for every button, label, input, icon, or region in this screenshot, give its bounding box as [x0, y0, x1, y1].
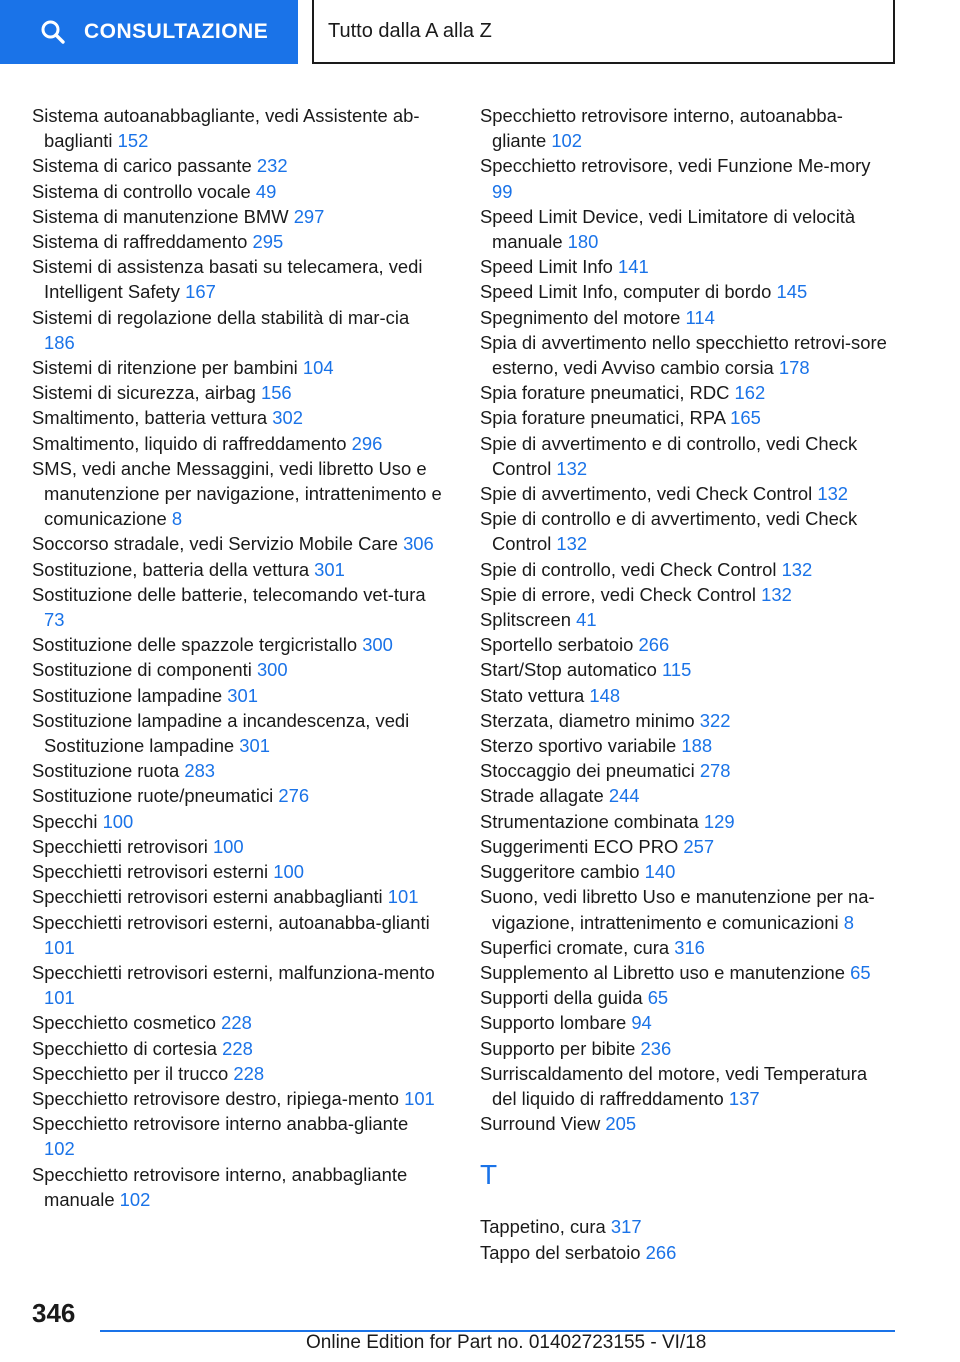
- entry-term: Specchietti retrovisori esterni anabbaglianti: [32, 886, 383, 908]
- page-number: 346: [32, 1298, 76, 1328]
- index-entry: [480, 758, 892, 783]
- index-entry: [32, 683, 444, 708]
- index-entry: [480, 607, 892, 632]
- entry-term: Smaltimento, liquido di raffreddamento: [32, 432, 347, 454]
- index-list-t: [480, 1214, 892, 1264]
- page-link[interactable]: 296: [351, 432, 383, 454]
- entry-term: Sistema di raffreddamento: [32, 231, 248, 253]
- entry-term: Sportello serbatoio: [480, 634, 634, 656]
- entry-term: Start/Stop automatico: [480, 659, 657, 681]
- index-entry: [480, 1010, 892, 1035]
- page-link[interactable]: 205: [605, 1113, 637, 1135]
- entry-term: Specchietti retrovisori esterni, malfunziona‐mento: [32, 961, 435, 983]
- entry-term: Spia forature pneumatici, RPA: [480, 407, 725, 429]
- page-link[interactable]: 322: [699, 709, 731, 731]
- page-link[interactable]: 228: [221, 1012, 252, 1034]
- page-link[interactable]: 141: [618, 256, 649, 278]
- index-entry: [32, 531, 444, 556]
- entry-term: Surriscaldamento del motore, vedi Temperatura del liquido di raffreddamento: [480, 1062, 868, 1109]
- entry-term: Suono, vedi libretto Uso e manutenzione per na‐vigazione, intrattenimento e comunicazioni: [480, 886, 875, 933]
- index-entry: [32, 582, 444, 632]
- index-column-left: [32, 103, 444, 1212]
- page-link[interactable]: 186: [44, 331, 75, 353]
- index-entry: [480, 859, 892, 884]
- entry-term: Sostituzione delle spazzole tergicristallo: [32, 634, 358, 656]
- index-entry: [32, 1086, 444, 1111]
- index-entry: [480, 733, 892, 758]
- entry-term: Sistema di controllo vocale: [32, 180, 251, 202]
- page-link[interactable]: 295: [252, 231, 284, 253]
- index-entry: [32, 229, 444, 254]
- entry-term: Soccorso stradale, vedi Servizio Mobile Care: [32, 533, 398, 555]
- index-entry: [480, 279, 892, 304]
- index-entry: [480, 405, 892, 430]
- index-entry: [32, 405, 444, 430]
- entry-term: Spie di avvertimento, vedi Check Control: [480, 483, 813, 505]
- page-link[interactable]: 101: [44, 936, 75, 958]
- page-link[interactable]: 145: [776, 281, 808, 303]
- entry-term: Specchietto cosmetico: [32, 1012, 216, 1034]
- index-entry: [32, 859, 444, 884]
- page-link[interactable]: 228: [222, 1037, 253, 1059]
- footer-edition: Online Edition for Part no. 01402723155 - VI/18: [306, 1332, 707, 1353]
- index-entry: [32, 254, 444, 304]
- index-entry: [480, 153, 892, 203]
- page-link[interactable]: 257: [683, 835, 715, 857]
- index-entry: [480, 582, 892, 607]
- index-entry: [32, 380, 444, 405]
- index-entry: [32, 305, 444, 355]
- page-link[interactable]: 300: [256, 659, 288, 681]
- entry-term: Specchietti retrovisori: [32, 835, 208, 857]
- index-entry: [480, 683, 892, 708]
- page-link[interactable]: 316: [674, 936, 705, 958]
- index-list-s: [480, 103, 892, 1136]
- page-link[interactable]: 99: [492, 180, 513, 202]
- index-entry: [32, 431, 444, 456]
- index-entry: [32, 204, 444, 229]
- index-entry: [32, 910, 444, 960]
- entry-term: Sostituzione lampadine a incandescenza, vedi Sostituzione lampadine: [32, 709, 410, 757]
- section-header: [312, 0, 895, 64]
- entry-term: Spie di errore, vedi Check Control: [480, 583, 756, 605]
- entry-term: Sterzata, diametro minimo: [480, 709, 695, 731]
- index-entry: [32, 960, 444, 1010]
- page-link[interactable]: 132: [781, 558, 813, 580]
- entry-term: Spie di controllo e di avvertimento, vedi Check Control: [480, 508, 858, 555]
- page-link[interactable]: 102: [119, 1188, 151, 1210]
- entry-term: Specchietti retrovisori esterni: [32, 861, 269, 883]
- index-entry: [32, 153, 444, 178]
- entry-term: Specchietto di cortesia: [32, 1037, 218, 1059]
- tab-consultazione[interactable]: [0, 0, 298, 64]
- page-link[interactable]: 129: [703, 810, 735, 832]
- search-icon: [40, 19, 66, 45]
- page-link[interactable]: 104: [302, 357, 334, 379]
- entry-term: Specchietti retrovisori esterni, autoanabba‐glianti: [32, 911, 430, 933]
- index-entry: [32, 1010, 444, 1035]
- page-link[interactable]: 301: [239, 735, 270, 757]
- page-link[interactable]: 102: [551, 130, 583, 152]
- index-entry: [480, 431, 892, 481]
- page-link[interactable]: 65: [850, 961, 871, 983]
- page-link[interactable]: 167: [185, 281, 216, 303]
- index-entry: [32, 179, 444, 204]
- page-link[interactable]: 100: [102, 810, 134, 832]
- entry-term: Specchietto retrovisore, vedi Funzione Me‐mory: [480, 155, 871, 177]
- page-link[interactable]: 73: [44, 609, 65, 631]
- index-entry: [32, 834, 444, 859]
- index-entry: [480, 481, 892, 506]
- entry-term: Speed Limit Device, vedi Limitatore di velocità manuale: [480, 205, 856, 253]
- index-entry: [480, 783, 892, 808]
- page-link[interactable]: 101: [44, 987, 75, 1009]
- section-letter: T: [480, 1159, 498, 1191]
- entry-term: Speed Limit Info: [480, 256, 613, 278]
- entry-term: Sistemi di regolazione della stabilità di mar‐cia: [32, 306, 410, 328]
- page-link[interactable]: 297: [293, 205, 325, 227]
- entry-term: Tappo del serbatoio: [480, 1241, 641, 1263]
- index-entry: [480, 204, 892, 254]
- page-link[interactable]: 156: [260, 382, 292, 404]
- index-entry: [480, 960, 892, 985]
- page-link[interactable]: 49: [255, 180, 277, 202]
- index-entry: [480, 809, 892, 834]
- entry-term: Speed Limit Info, computer di bordo: [480, 281, 772, 303]
- page-link[interactable]: 266: [645, 1241, 677, 1263]
- entry-term: Superfici cromate, cura: [480, 936, 670, 958]
- page-link[interactable]: 301: [314, 558, 345, 580]
- entry-term: Spia di avvertimento nello specchietto retrovi‐sore esterno, vedi Avviso cambio corsia: [480, 331, 887, 379]
- index-entry: [480, 708, 892, 733]
- page-link[interactable]: 165: [730, 407, 761, 429]
- page-link[interactable]: 132: [556, 533, 588, 555]
- index-entry: [32, 809, 444, 834]
- entry-term: Supplemento al Libretto uso e manutenzione: [480, 961, 845, 983]
- entry-term: Supporto per bibite: [480, 1037, 636, 1059]
- entry-term: Sterzo sportivo variabile: [480, 735, 677, 757]
- entry-term: Specchietto retrovisore destro, ripiega‐mento: [32, 1087, 399, 1109]
- page-link[interactable]: 236: [640, 1037, 672, 1059]
- entry-term: SMS, vedi anche Messaggini, vedi libretto Uso e manutenzione per navigazione, intrattenimento e comunicazione: [32, 457, 442, 530]
- entry-term: Supporti della guida: [480, 987, 643, 1009]
- page-link[interactable]: 101: [387, 886, 419, 908]
- index-entry: [32, 657, 444, 682]
- entry-term: Sistema autoanabbagliante, vedi Assistente ab‐baglianti: [32, 105, 420, 152]
- entry-term: Sostituzione delle batterie, telecomando vet‐tura: [32, 583, 426, 605]
- page-link[interactable]: 101: [404, 1087, 435, 1109]
- entry-term: Sistemi di ritenzione per bambini: [32, 357, 298, 379]
- index-column-right: [480, 103, 892, 1265]
- page-link[interactable]: 100: [273, 861, 304, 883]
- index-entry: [32, 632, 444, 657]
- index-entry: [32, 1036, 444, 1061]
- entry-term: Suggerimenti ECO PRO: [480, 835, 679, 857]
- page-link[interactable]: 65: [647, 987, 669, 1009]
- entry-term: Specchietto retrovisore interno, anabbagliante manuale: [32, 1163, 408, 1210]
- index-entry: [480, 985, 892, 1010]
- entry-term: Sostituzione di componenti: [32, 659, 252, 681]
- index-entry: [32, 557, 444, 582]
- page-link[interactable]: 162: [734, 382, 766, 404]
- entry-term: Splitscreen: [480, 609, 571, 631]
- page-link[interactable]: 132: [817, 483, 849, 505]
- page-link[interactable]: 266: [638, 634, 670, 656]
- index-entry: [480, 103, 892, 153]
- page-link[interactable]: 244: [608, 785, 640, 807]
- index-entry: [480, 1036, 892, 1061]
- index-entry: [480, 254, 892, 279]
- entry-term: Surround View: [480, 1113, 601, 1135]
- entry-term: Sistema di carico passante: [32, 155, 252, 177]
- entry-term: Sostituzione, batteria della vettura: [32, 558, 310, 580]
- page-link[interactable]: 137: [728, 1087, 760, 1109]
- entry-term: Specchietto retrovisore interno anabba‐gliante: [32, 1113, 409, 1135]
- page-link[interactable]: 132: [556, 457, 588, 479]
- page-link[interactable]: 180: [567, 231, 599, 253]
- index-entry: [480, 506, 892, 556]
- page-link[interactable]: 102: [44, 1138, 75, 1160]
- entry-term: Sistema di manutenzione BMW: [32, 205, 289, 227]
- entry-term: Sostituzione ruote/pneumatici: [32, 785, 274, 807]
- entry-term: Spegnimento del motore: [480, 306, 681, 328]
- index-entry: [480, 305, 892, 330]
- index-entry: [32, 783, 444, 808]
- page-link[interactable]: 276: [278, 785, 310, 807]
- page-link[interactable]: 115: [661, 659, 692, 681]
- entry-term: Smaltimento, batteria vettura: [32, 407, 268, 429]
- index-entry: [480, 884, 892, 934]
- page-title: Tutto dalla A alla Z: [328, 19, 492, 42]
- page-link[interactable]: 41: [576, 609, 597, 631]
- page-link[interactable]: 317: [610, 1216, 642, 1238]
- index-entry: [480, 1240, 892, 1265]
- index-entry: [480, 632, 892, 657]
- index-entry: [32, 708, 444, 758]
- index-entry: [480, 380, 892, 405]
- page-link[interactable]: 140: [644, 861, 676, 883]
- index-entry: [32, 758, 444, 783]
- entry-term: Spie di controllo, vedi Check Control: [480, 558, 777, 580]
- page-link[interactable]: 188: [681, 735, 713, 757]
- entry-term: Spie di avvertimento e di controllo, vedi Check Control: [480, 432, 858, 479]
- page-link[interactable]: 283: [184, 760, 216, 782]
- entry-term: Strumentazione combinata: [480, 810, 699, 832]
- tab-label: CONSULTAZIONE: [84, 20, 269, 43]
- page-link[interactable]: 178: [778, 357, 810, 379]
- index-entry: [480, 1111, 892, 1136]
- index-entry: [32, 355, 444, 380]
- page-link[interactable]: 148: [589, 684, 621, 706]
- page-link[interactable]: 228: [233, 1062, 265, 1084]
- entry-term: Supporto lombare: [480, 1012, 627, 1034]
- page-link[interactable]: 301: [227, 684, 258, 706]
- index-entry: [480, 657, 892, 682]
- entry-term: Tappetino, cura: [480, 1216, 606, 1238]
- index-entry: [480, 330, 892, 380]
- page-link[interactable]: 232: [256, 155, 288, 177]
- entry-term: Stoccaggio dei pneumatici: [480, 760, 695, 782]
- entry-term: Specchi: [32, 810, 98, 832]
- index-entry: [32, 456, 444, 532]
- page-link[interactable]: 8: [171, 508, 183, 530]
- page-link[interactable]: 8: [843, 911, 854, 933]
- entry-term: Sostituzione lampadine: [32, 684, 223, 706]
- page-link[interactable]: 152: [117, 130, 149, 152]
- index-entry: [32, 884, 444, 909]
- entry-term: Spia forature pneumatici, RDC: [480, 382, 730, 404]
- entry-term: Specchietto per il trucco: [32, 1062, 229, 1084]
- page-link[interactable]: 300: [362, 634, 393, 656]
- entry-term: Specchietto retrovisore interno, autoanabba‐gliante: [480, 105, 843, 152]
- index-entry: [480, 557, 892, 582]
- entry-term: Stato vettura: [480, 684, 585, 706]
- index-entry: [480, 1061, 892, 1111]
- entry-term: Sistemi di assistenza basati su telecamera, vedi Intelligent Safety: [32, 256, 423, 303]
- page-link[interactable]: 100: [212, 835, 244, 857]
- index-entry: [32, 103, 444, 153]
- page-link[interactable]: 278: [699, 760, 731, 782]
- index-entry: [480, 1214, 892, 1239]
- index-entry: [480, 834, 892, 859]
- page-link[interactable]: 132: [761, 583, 792, 605]
- index-entry: [480, 935, 892, 960]
- entry-term: Strade allagate: [480, 785, 604, 807]
- entry-term: Suggeritore cambio: [480, 861, 640, 883]
- entry-term: Sistemi di sicurezza, airbag: [32, 382, 256, 404]
- page-link[interactable]: 306: [403, 533, 434, 555]
- page-link[interactable]: 302: [272, 407, 303, 429]
- page-link[interactable]: 114: [685, 306, 715, 328]
- page-link[interactable]: 94: [631, 1012, 652, 1034]
- index-entry: [32, 1111, 444, 1161]
- entry-term: Sostituzione ruota: [32, 760, 180, 782]
- index-entry: [32, 1061, 444, 1086]
- index-entry: [32, 1162, 444, 1212]
